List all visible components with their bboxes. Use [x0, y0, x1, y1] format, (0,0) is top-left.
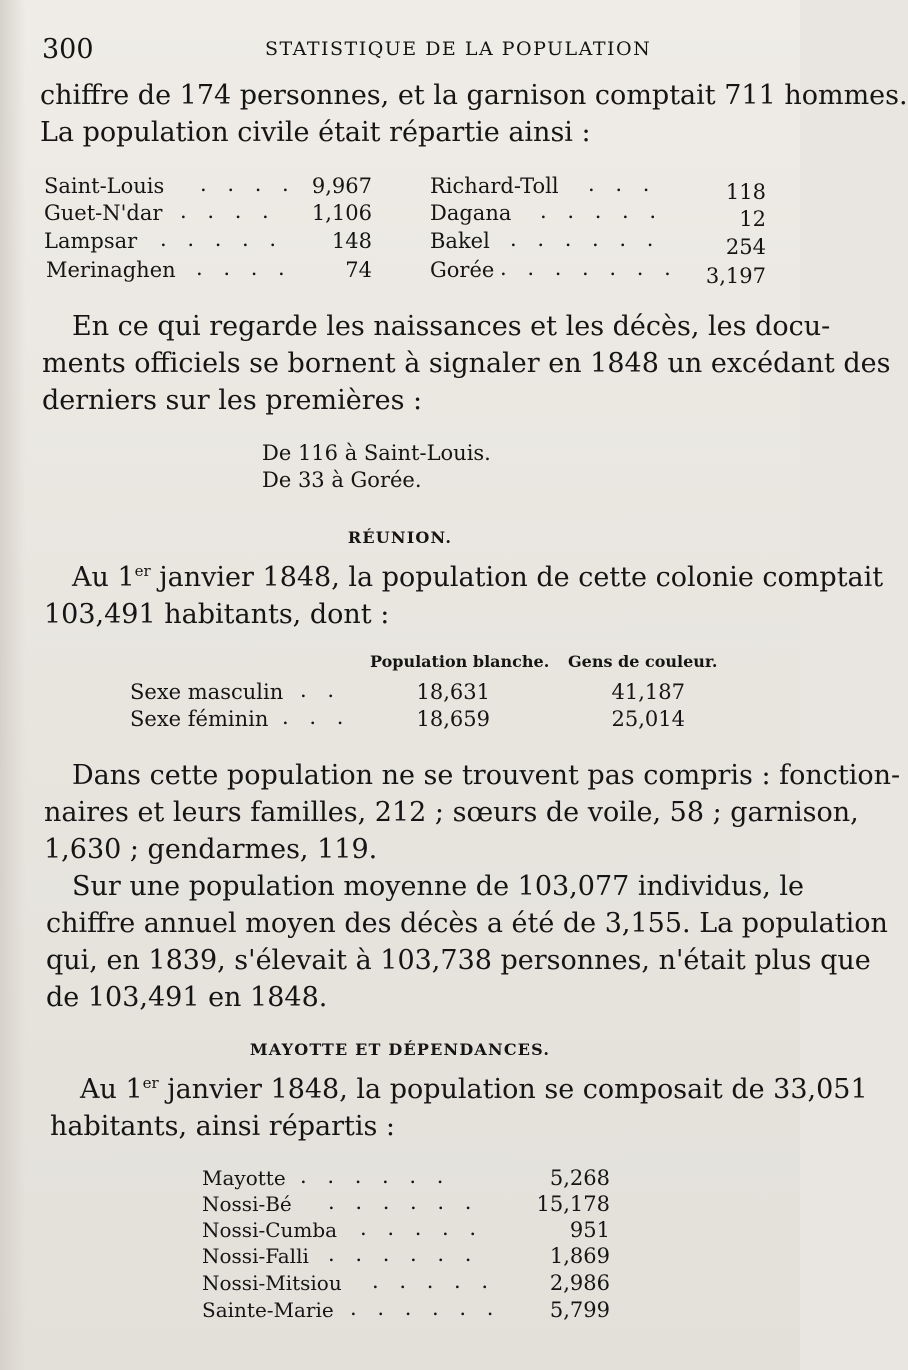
page-header — [40, 34, 760, 68]
leader-dots: . . . . . — [372, 1269, 496, 1293]
senegal-right-name: Bakel — [430, 229, 490, 253]
reunion-color-value: 25,014 — [611, 707, 685, 731]
leader-dots: . . . . — [196, 256, 292, 280]
mayotte-row-value: 5,799 — [549, 1298, 610, 1322]
leader-dots: . . . . . — [160, 227, 284, 251]
excess-line: De 116 à Saint-Louis. — [262, 441, 491, 465]
senegal-left-value: 148 — [331, 229, 372, 253]
excess-line: De 33 à Gorée. — [262, 468, 422, 492]
senegal-intro-line: chiffre de 174 personnes, et la garnison comptait 711 hommes. — [40, 80, 908, 111]
reunion-white-value: 18,631 — [416, 680, 490, 704]
leader-dots: . . . . — [180, 199, 276, 223]
reunion-exclusions-line: Dans cette population ne se trouvent pas compris : fonction- — [72, 760, 901, 791]
mayotte-row-value: 1,869 — [549, 1244, 610, 1268]
leader-dots: . . . . — [200, 172, 296, 196]
leader-dots: . . . . . . . — [500, 256, 678, 280]
births-deaths-paragraph-line: derniers sur les premières : — [42, 385, 423, 416]
leader-dots: . . . . . . — [350, 1296, 501, 1320]
senegal-right-name: Richard-Toll — [430, 174, 559, 198]
senegal-left-value: 9,967 — [311, 174, 372, 198]
reunion-color-value: 41,187 — [611, 680, 685, 704]
mayotte-row-value: 951 — [569, 1218, 610, 1242]
senegal-right-value: 3,197 — [705, 264, 766, 288]
reunion-row-label: Sexe féminin — [130, 707, 269, 731]
reunion-mortality-line: de 103,491 en 1848. — [46, 982, 328, 1013]
senegal-left-name: Saint-Louis — [44, 174, 165, 198]
births-deaths-paragraph-line: ments officiels se bornent à signaler en 1848 un excédant des — [42, 348, 891, 379]
leader-dots: . . . . . — [360, 1216, 484, 1240]
running-title: STATISTIQUE DE LA POPULATION — [265, 38, 652, 60]
section-heading-mayotte: MAYOTTE ET DÉPENDANCES. — [249, 1040, 551, 1059]
mayotte-row-name: Sainte-Marie — [202, 1298, 334, 1322]
page-number: 300 — [42, 34, 94, 65]
column-header-color: Gens de couleur. — [568, 652, 718, 671]
reunion-intro-line: Au 1er janvier 1848, la population de cette colonie comptait — [72, 562, 884, 593]
leader-dots: . . . — [588, 172, 657, 196]
reunion-row-label: Sexe masculin — [130, 680, 284, 704]
mayotte-row-name: Nossi-Bé — [202, 1192, 292, 1216]
leader-dots: . . . — [282, 705, 351, 729]
senegal-intro-line: La population civile était répartie ainsi : — [40, 117, 591, 148]
leader-dots: . . . . . . — [328, 1242, 479, 1266]
page-gutter-shadow — [0, 0, 26, 1370]
mayotte-row-name: Nossi-Falli — [202, 1244, 309, 1268]
mayotte-row-value: 5,268 — [549, 1166, 610, 1190]
senegal-right-name: Gorée — [430, 258, 495, 282]
mayotte-row-name: Nossi-Mitsiou — [202, 1271, 342, 1295]
reunion-exclusions-line: naires et leurs familles, 212 ; sœurs de voile, 58 ; garnison, — [44, 797, 859, 828]
reunion-mortality-line: Sur une population moyenne de 103,077 individus, le — [72, 871, 805, 902]
senegal-left-name: Lampsar — [44, 229, 138, 253]
senegal-left-name: Merinaghen — [46, 258, 176, 282]
leader-dots: . . . . . . — [328, 1190, 479, 1214]
leader-dots: . . — [300, 678, 342, 702]
births-deaths-paragraph-line: En ce qui regarde les naissances et les décès, les docu- — [72, 311, 831, 342]
senegal-left-name: Guet-N'dar — [44, 201, 163, 225]
mayotte-row-name: Nossi-Cumba — [202, 1218, 338, 1242]
reunion-exclusions-line: 1,630 ; gendarmes, 119. — [44, 834, 378, 865]
senegal-right-value: 12 — [739, 207, 766, 231]
mayotte-row-value: 2,986 — [549, 1271, 610, 1295]
leader-dots: . . . . . — [540, 199, 664, 223]
leader-dots: . . . . . . — [510, 227, 661, 251]
mayotte-intro-line: Au 1er janvier 1848, la population se composait de 33,051 — [80, 1074, 868, 1105]
reunion-mortality-line: qui, en 1839, s'élevait à 103,738 personnes, n'était plus que — [46, 945, 871, 976]
reunion-white-value: 18,659 — [416, 707, 490, 731]
section-heading-reunion: RÉUNION. — [347, 528, 453, 547]
senegal-left-value: 74 — [345, 258, 372, 282]
mayotte-intro-line: habitants, ainsi répartis : — [50, 1111, 396, 1142]
senegal-right-value: 254 — [725, 235, 766, 259]
mayotte-row-value: 15,178 — [536, 1192, 610, 1216]
reunion-mortality-line: chiffre annuel moyen des décès a été de 3,155. La population — [46, 908, 888, 939]
leader-dots: . . . . . . — [300, 1164, 451, 1188]
senegal-right-value: 118 — [725, 180, 766, 204]
senegal-right-name: Dagana — [430, 201, 512, 225]
senegal-left-value: 1,106 — [311, 201, 372, 225]
mayotte-row-name: Mayotte — [202, 1166, 286, 1190]
reunion-intro-line: 103,491 habitants, dont : — [44, 599, 390, 630]
column-header-white: Population blanche. — [370, 652, 550, 671]
